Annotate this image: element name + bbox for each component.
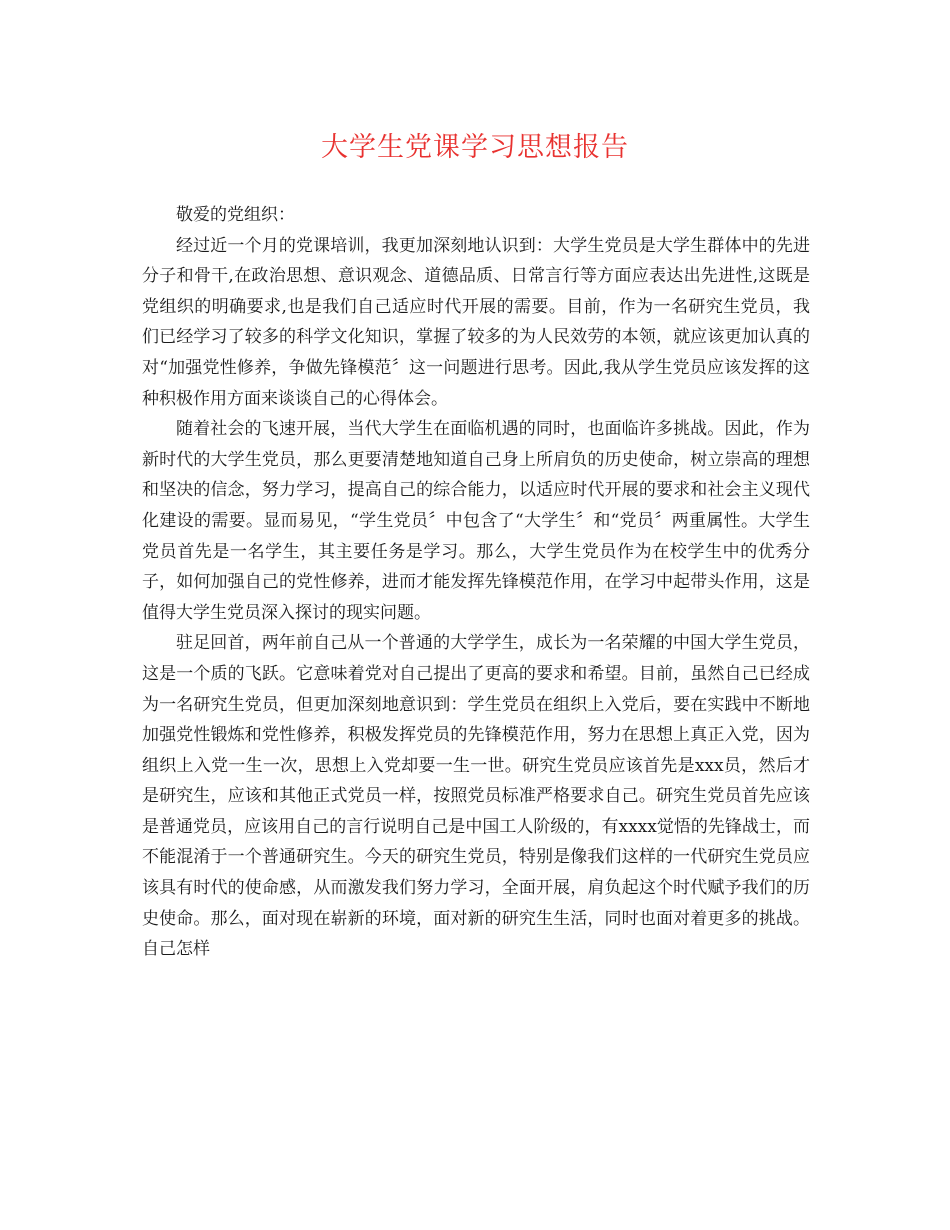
paragraph-1: 经过近一个月的党课培训，我更加深刻地认识到：大学生党员是大学生群体中的先进分子和骨干,在政治思想、意识观念、道德品质、日常言行等方面应表达出先进性,这既是党组织的明确要求,也是我们自己适应时代开展的需要。目前，作为一名研究生党员，我们已经学习了较多的科学文化知识，掌握了较多的为人民效劳的本领，就应该更加认真的对“加强党性修养，争做先锋模范〞这一问题进行思考。因此,我从学生党员应该发挥的这种积极作用方面来谈谈自己的心得体会。 xyxy=(142,235,810,409)
paragraph-3: 驻足回首，两年前自己从一个普通的大学学生，成长为一名荣耀的中国大学生党员，这是一个质的飞跃。它意味着党对自己提出了更高的要求和希望。目前，虽然自己已经成为一名研究生党员，但更加深刻地意识到：学生党员在组织上入党后，要在实践中不断地加强党性锻炼和党性修养，积极发挥党员的先锋模范作用，努力在思想上真正入党，因为组织上入党一生一次，思想上入党却要一生一世。研究生党员应该首先是xxx员，然后才是研究生，应该和其他正式党员一样，按照党员标准严格要求自己。研究生党员首先应该是普通党员，应该用自己的言行说明自己是中国工人阶级的，有xxxx觉悟的先锋战士，而不能混淆于一个普通研究生。今天的研究生党员，特别是像我们这样的一代研究生党员应该具有时代的使命感，从而激发我们努力学习，全面开展，肩负起这个时代赋予我们的历史使命。那么，面对现在崭新的环境，面对新的研究生生活，同时也面对着更多的挑战。自己怎样 xyxy=(142,633,810,960)
document-body xyxy=(142,200,810,965)
document-title: 大学生党课学习思想报告 xyxy=(321,132,629,163)
paragraph-2: 随着社会的飞速开展，当代大学生在面临机遇的同时，也面临许多挑战。因此，作为新时代的大学生党员，那么更要清楚地知道自己身上所肩负的历史使命，树立崇高的理想和坚决的信念，努力学习，提高自己的综合能力，以适应时代开展的要求和社会主义现代化建设的需要。显而易见，“学生党员〞中包含了“大学生〞和“党员〞两重属性。大学生党员首先是一名学生，其主要任务是学习。那么，大学生党员作为在校学生中的优秀分子，如何加强自己的党性修养，进而才能发挥先锋模范作用，在学习中起带头作用，这是值得大学生党员深入探讨的现实问题。 xyxy=(142,419,810,623)
salutation: 敬爱的党组织： xyxy=(176,205,295,225)
